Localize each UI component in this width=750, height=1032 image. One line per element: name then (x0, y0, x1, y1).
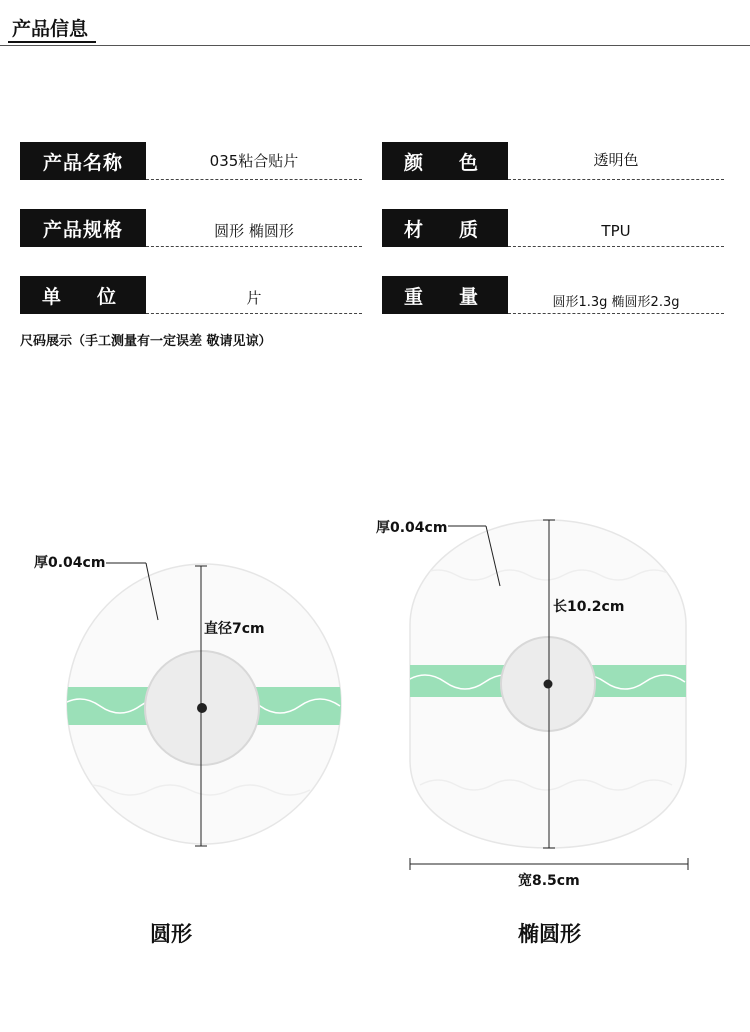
round-caption: 圆形 (150, 922, 192, 946)
spec-label-char: 单 (42, 285, 62, 308)
spec-label-char: 色 (458, 151, 478, 174)
oval-thickness-label: 厚0.04cm (376, 520, 448, 536)
spec-value: 圆形1.3g 椭圆形2.3g (508, 276, 724, 314)
spec-label-char: 量 (458, 285, 478, 308)
round-patch (60, 563, 350, 846)
spec-label-char: 材 (404, 218, 424, 241)
spec-label: 产品名称 (20, 142, 146, 180)
center-hole (197, 703, 207, 713)
oval-caption: 椭圆形 (518, 922, 581, 946)
center-hole (544, 680, 553, 689)
spec-value: 透明色 (508, 142, 724, 180)
oval-length-label: 长10.2cm (553, 599, 625, 615)
spec-label-char: 颜 (404, 151, 424, 174)
spec-value: 035粘合贴片 (146, 142, 362, 180)
round-diameter-label: 直径7cm (204, 621, 265, 637)
spec-value: TPU (508, 209, 724, 247)
spec-value: 片 (146, 276, 362, 314)
spec-value: 圆形 椭圆形 (146, 209, 362, 247)
size-note: 尺码展示（手工测量有一定误差 敬请见谅） (20, 334, 272, 349)
section-title: 产品信息 (12, 18, 89, 40)
spec-label-char: 重 (404, 285, 424, 308)
round-thickness-label: 厚0.04cm (34, 555, 106, 571)
spec-label-char: 质 (458, 218, 478, 241)
spec-label: 产品规格 (20, 209, 146, 247)
oval-width-label: 宽8.5cm (518, 873, 580, 889)
spec-label-char: 位 (96, 285, 116, 308)
oval-patch (405, 520, 690, 870)
